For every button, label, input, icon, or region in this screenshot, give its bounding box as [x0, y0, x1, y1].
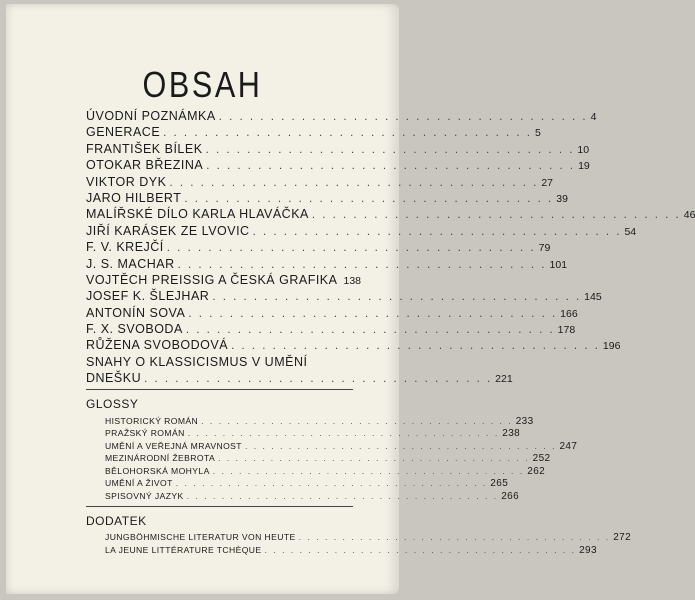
- leader-dots: . . . . . . . . . . . . . . . . . . . . . . . . . . . . . . . . . . . .: [201, 415, 513, 426]
- toc-entry-label: F. X. SVOBODA: [86, 322, 183, 337]
- toc-entry-page: 293: [579, 544, 597, 556]
- toc-entry-label: GENERACE: [86, 125, 161, 140]
- toc-entry: [86, 354, 513, 387]
- toc-entry-page: 39: [556, 192, 568, 205]
- leader-dots: . . . . . . . . . . . . . . . . . . . . . . . . . . . . . . . . . . . .: [244, 440, 557, 451]
- toc-entry-label: SPISOVNÝ JAZYK: [105, 490, 184, 501]
- toc-entry: [86, 288, 602, 304]
- leader-dots: . . . . . . . . . . . . . . . . . . . . . . . . . . . . . . . . . .: [144, 373, 493, 386]
- toc-entry: [86, 531, 632, 544]
- leader-dots: . . . . . . . . . . . . . . . . . . . . . . . . . . . . . . . . . . . .: [166, 242, 536, 255]
- toc-entry-page: 19: [578, 160, 590, 173]
- leader-dots: . . . . . . . . . . . . . . . . . . . . . . . . . . . . . . . . . . . .: [205, 143, 575, 156]
- toc-entry-page: 166: [560, 307, 578, 320]
- toc-entry: [86, 465, 546, 478]
- leader-dots: . . . . . . . . . . . . . . . . . . . . . . . . . . . . . . . . . . . .: [218, 453, 530, 464]
- toc-entry-label: FRANTIŠEK BÍLEK: [86, 141, 203, 156]
- toc-entry-page: 27: [541, 176, 554, 189]
- leader-dots: . . . . . . . . . . . . . . . . . . . . . . . . . . . . . . . . . . . .: [298, 532, 611, 543]
- toc-entry-page: 272: [613, 532, 632, 544]
- leader-dots: . . . . . . . . . . . . . . . . . . . . . . . . . . . . . . . . . . . .: [175, 478, 488, 489]
- toc-entry-label: MEZINÁRODNÍ ŽEBROTA: [105, 453, 216, 464]
- toc-entry: [86, 305, 578, 321]
- toc-entry: [86, 223, 637, 239]
- toc-entry-page: 221: [495, 373, 513, 386]
- toc-entry-label: ANTONÍN SOVA: [86, 305, 186, 320]
- leader-dots: . . . . . . . . . . . . . . . . . . . . . . . . . . . . . . . . . . . .: [218, 111, 588, 123]
- leader-dots: . . . . . . . . . . . . . . . . . . . . . . . . . . . . . . . . . . . .: [163, 127, 533, 140]
- toc-entry-page: 79: [538, 242, 551, 255]
- toc-entry-page: 145: [584, 291, 602, 304]
- leader-dots: . . . . . . . . . . . . . . . . . . . . . . . . . . . . . . . . . . . .: [311, 209, 681, 222]
- toc-entry-label: BĚLOHORSKÁ MOHYLA: [105, 465, 210, 476]
- toc-entry-label: JUNGBÖHMISCHE LITERATUR VON HEUTE: [105, 532, 296, 543]
- toc-entry-label-cont: DNEŠKU: [86, 371, 142, 386]
- page-title: OBSAH: [142, 64, 263, 105]
- toc-entry: [86, 321, 576, 337]
- toc-entry-label: JIŘÍ KARÁSEK ZE LVOVIC: [86, 223, 250, 238]
- toc-entry: [86, 206, 695, 222]
- leader-dots: . . . . . . . . . . . . . . . . . . . . . . . . . . . . . . . . . . . .: [184, 192, 554, 205]
- leader-dots: . . . . . . . . . . . . . . . . . . . . . . . . . . . . . . . . . . . .: [187, 428, 500, 439]
- table-of-contents: [86, 108, 695, 556]
- toc-entry-page: 178: [557, 324, 576, 337]
- toc-entry-label: JARO HILBERT: [86, 190, 182, 205]
- toc-entry: [86, 190, 568, 206]
- toc-entry-page: 54: [624, 225, 637, 238]
- toc-entry: [86, 337, 621, 353]
- toc-entry-label: MALÍŘSKÉ DÍLO KARLA HLAVÁČKA: [86, 207, 309, 222]
- section-divider: [86, 389, 353, 390]
- toc-entry-label: F. V. KREJČÍ: [86, 240, 164, 255]
- toc-entry-page: 247: [559, 440, 578, 452]
- toc-entry: [86, 174, 554, 190]
- toc-entry: [86, 157, 590, 173]
- toc-entry: [86, 108, 597, 124]
- main-entries-multiline: [86, 354, 513, 387]
- toc-entry: [86, 544, 597, 557]
- toc-entry-label: LA JEUNE LITTÉRATURE TCHÈQUE: [105, 544, 262, 555]
- toc-entry-label: JOSEF K. ŠLEJHAR: [86, 289, 210, 304]
- leader-dots: . . . . . . . . . . . . . . . . . . . . . . . . . . . . . . . . . . . .: [231, 340, 600, 353]
- section-title-dodatek: DODATEK: [86, 514, 147, 529]
- book-page: [6, 4, 695, 594]
- toc-entry: [86, 490, 520, 503]
- toc-entry-label: UMĚNÍ A ŽIVOT: [105, 478, 173, 489]
- toc-entry-label: ÚVODNÍ POZNÁMKA: [86, 109, 216, 123]
- leader-dots: . . . . . . . . . . . . . . . . . . . . . . . . . . . . . . . . . . . .: [188, 307, 558, 320]
- toc-entry-label: OTOKAR BŘEZINA: [86, 158, 204, 173]
- leader-dots: . . . . . . . . . . . . . . . . . . . . . . . . . . . . . . . . . . . .: [186, 490, 499, 501]
- leader-dots: . . . . . . . . . . . . . . . . . . . . . . . . . . . . . . . . . . . .: [264, 544, 577, 555]
- toc-entry: [86, 141, 590, 157]
- toc-entry-label: J. S. MACHAR: [86, 256, 175, 271]
- leader-dots: . . . . . . . . . . . . . . . . . . . . . . . . . . . . . . . . . . . .: [252, 225, 622, 238]
- toc-entry-page: 4: [590, 111, 597, 123]
- toc-entry: [86, 452, 551, 465]
- toc-entry-label: VOJTĚCH PREISSIG A ČESKÁ GRAFIKA: [86, 272, 338, 287]
- toc-entry-label: VIKTOR DYK: [86, 174, 167, 189]
- dodatek-entries: [86, 531, 632, 556]
- toc-entry-page: 238: [502, 428, 521, 440]
- leader-dots: . . . . . . . . . . . . . . . . . . . . . . . . . . . . . . . . . . . .: [212, 465, 525, 476]
- toc-entry: [86, 124, 541, 140]
- section-divider: [86, 506, 353, 507]
- toc-entry-label: PRAŽSKÝ ROMÁN: [105, 428, 185, 439]
- toc-entry: [86, 440, 578, 453]
- toc-entry-page: 266: [501, 490, 520, 502]
- leader-dots: . . . . . . . . . . . . . . . . . . . . . . . . . . . . . . . . . . . .: [169, 176, 539, 189]
- leader-dots: . . . . . . . . . . . . . . . . . . . . . . . . . . . . . . . . . . . .: [185, 324, 555, 337]
- toc-entry: [86, 272, 362, 288]
- toc-entry-label: HISTORICKÝ ROMÁN: [105, 415, 199, 426]
- toc-entry-label: UMĚNÍ A VEŘEJNÁ MRAVNOST: [105, 440, 242, 451]
- glossy-entries: [86, 415, 578, 503]
- toc-entry: [86, 415, 534, 428]
- toc-entry-page: 265: [490, 478, 509, 490]
- leader-dots: . . . . . . . . . . . . . . . . . . . . . . . . . . . . . . . . . . . .: [212, 291, 582, 304]
- toc-entry: [86, 239, 551, 255]
- toc-entry-page: 46: [683, 209, 695, 222]
- leader-dots: . . . . . . . . . . . . . . . . . . . . . . . . . . . . . . . . . . . .: [177, 258, 547, 271]
- toc-entry: [86, 256, 568, 272]
- toc-entry: [86, 427, 521, 440]
- leader-dots: . . . . . . . . . . . . . . . . . . . . . . . . . . . . . . . . . . . .: [206, 160, 576, 173]
- toc-entry-page: 233: [515, 415, 534, 427]
- toc-entry: [86, 477, 509, 490]
- toc-entry-page: 5: [535, 127, 541, 140]
- toc-entry-label: RŮŽENA SVOBODOVÁ: [86, 338, 229, 353]
- toc-entry-page: 10: [577, 143, 590, 156]
- toc-entry-label: SNAHY O KLASSICISMUS V UMĚNÍ: [86, 354, 308, 369]
- toc-entry-page: 138: [343, 274, 362, 287]
- section-title-glossy: GLOSSY: [86, 396, 139, 411]
- toc-entry-page: 101: [549, 258, 568, 271]
- toc-entry-page: 262: [527, 465, 546, 477]
- main-entries: [86, 108, 695, 354]
- toc-entry-page: 252: [532, 453, 551, 465]
- toc-entry-page: 196: [602, 340, 621, 353]
